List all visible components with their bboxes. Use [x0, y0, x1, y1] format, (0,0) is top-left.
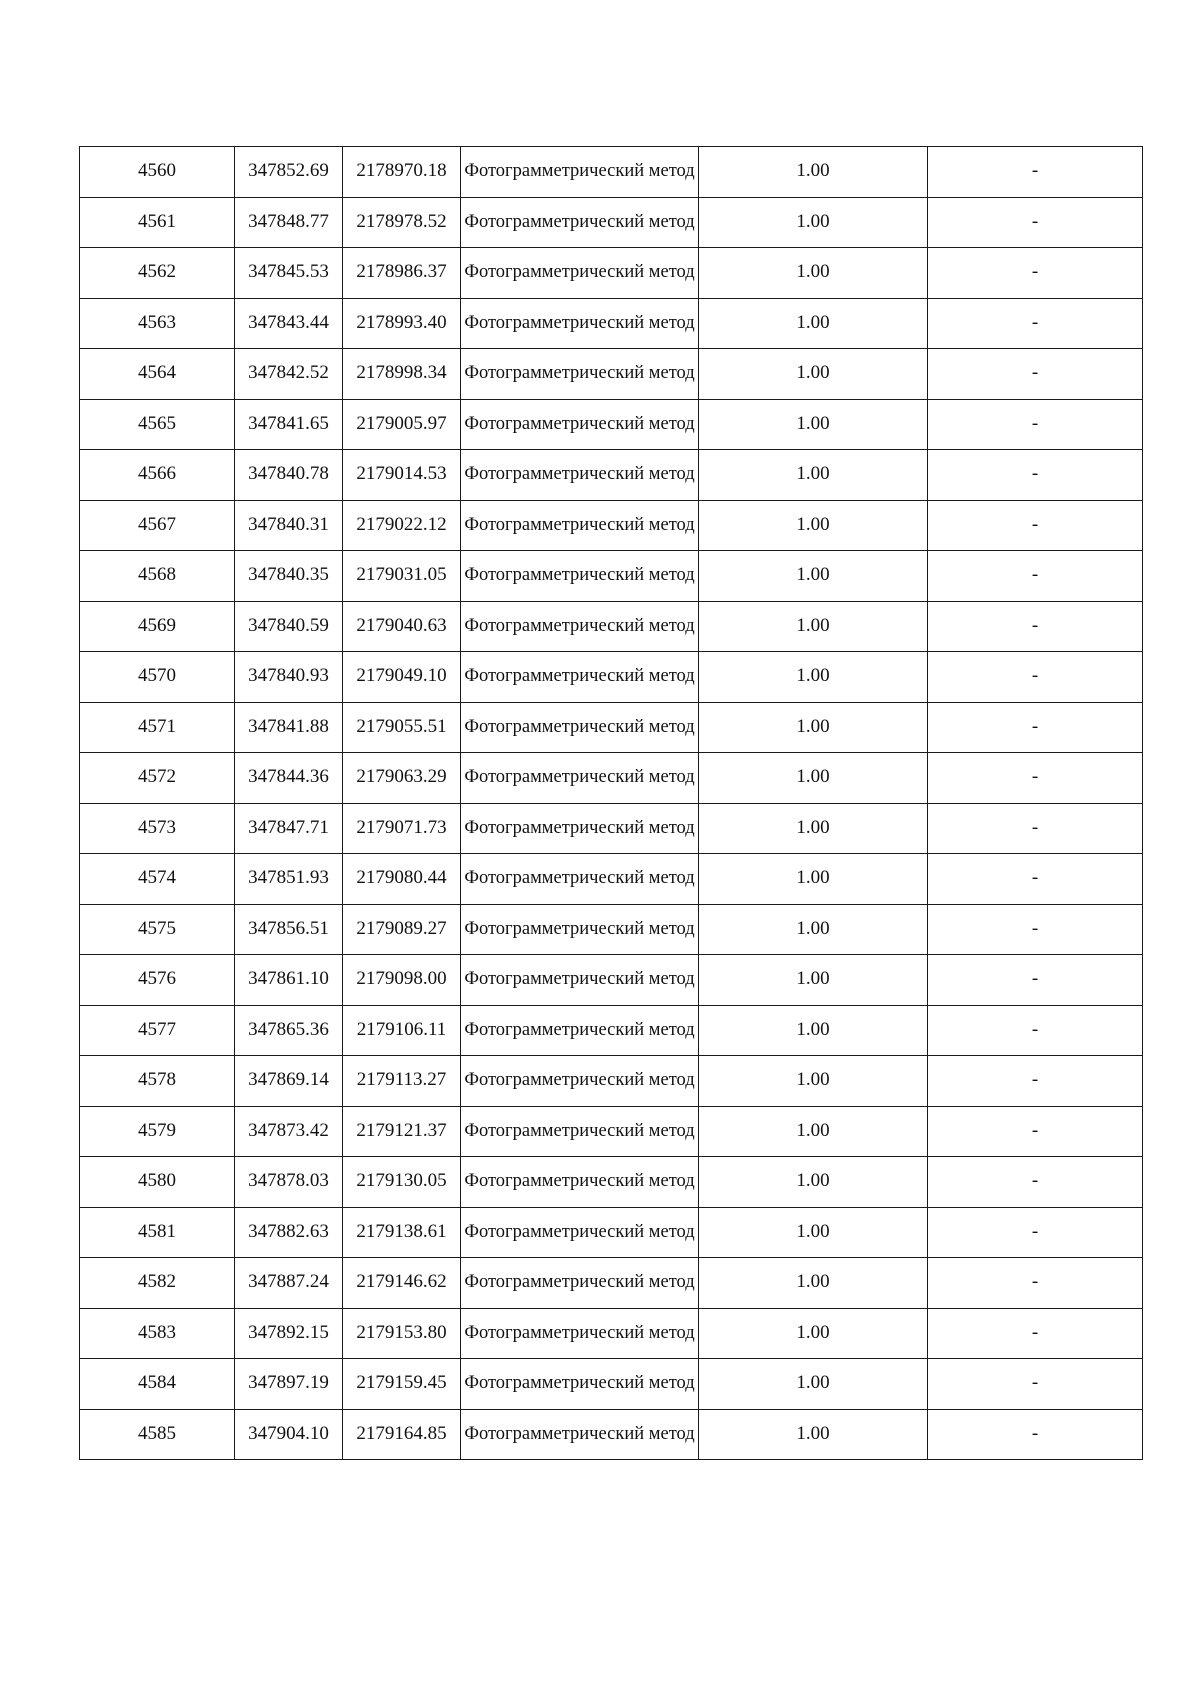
y-coordinate-cell: 2178998.34 [343, 349, 461, 400]
x-coordinate-cell: 347869.14 [235, 1056, 343, 1107]
point-number-cell: 4569 [80, 601, 235, 652]
table-row [80, 197, 1143, 248]
method-cell: Фотограмметрический метод [461, 753, 699, 804]
y-coordinate-cell: 2179080.44 [343, 854, 461, 905]
method-cell: Фотограмметрический метод [461, 1056, 699, 1107]
method-cell: Фотограмметрический метод [461, 1005, 699, 1056]
table-row [80, 1258, 1143, 1309]
y-coordinate-cell: 2179146.62 [343, 1258, 461, 1309]
table-row [80, 904, 1143, 955]
y-coordinate-cell: 2179040.63 [343, 601, 461, 652]
note-cell: - [928, 1005, 1143, 1056]
y-coordinate-cell: 2179063.29 [343, 753, 461, 804]
table-row [80, 702, 1143, 753]
y-coordinate-cell: 2179089.27 [343, 904, 461, 955]
point-number-cell: 4576 [80, 955, 235, 1006]
x-coordinate-cell: 347861.10 [235, 955, 343, 1006]
note-cell: - [928, 601, 1143, 652]
point-number-cell: 4585 [80, 1409, 235, 1460]
y-coordinate-cell: 2179164.85 [343, 1409, 461, 1460]
note-cell: - [928, 803, 1143, 854]
accuracy-cell: 1.00 [699, 1308, 928, 1359]
point-number-cell: 4560 [80, 147, 235, 198]
point-number-cell: 4574 [80, 854, 235, 905]
y-coordinate-cell: 2179031.05 [343, 551, 461, 602]
accuracy-cell: 1.00 [699, 854, 928, 905]
y-coordinate-cell: 2178993.40 [343, 298, 461, 349]
accuracy-cell: 1.00 [699, 1409, 928, 1460]
accuracy-cell: 1.00 [699, 753, 928, 804]
accuracy-cell: 1.00 [699, 1106, 928, 1157]
table-row [80, 1308, 1143, 1359]
table-row [80, 1157, 1143, 1208]
note-cell: - [928, 652, 1143, 703]
table-row [80, 349, 1143, 400]
point-number-cell: 4565 [80, 399, 235, 450]
point-number-cell: 4578 [80, 1056, 235, 1107]
accuracy-cell: 1.00 [699, 450, 928, 501]
y-coordinate-cell: 2179130.05 [343, 1157, 461, 1208]
accuracy-cell: 1.00 [699, 1005, 928, 1056]
x-coordinate-cell: 347873.42 [235, 1106, 343, 1157]
note-cell: - [928, 1308, 1143, 1359]
method-cell: Фотограмметрический метод [461, 248, 699, 299]
note-cell: - [928, 955, 1143, 1006]
accuracy-cell: 1.00 [699, 349, 928, 400]
point-number-cell: 4580 [80, 1157, 235, 1208]
accuracy-cell: 1.00 [699, 197, 928, 248]
method-cell: Фотограмметрический метод [461, 652, 699, 703]
note-cell: - [928, 1106, 1143, 1157]
method-cell: Фотограмметрический метод [461, 1207, 699, 1258]
y-coordinate-cell: 2179014.53 [343, 450, 461, 501]
point-number-cell: 4561 [80, 197, 235, 248]
note-cell: - [928, 753, 1143, 804]
y-coordinate-cell: 2179138.61 [343, 1207, 461, 1258]
note-cell: - [928, 500, 1143, 551]
x-coordinate-cell: 347851.93 [235, 854, 343, 905]
table-row [80, 1359, 1143, 1410]
x-coordinate-cell: 347887.24 [235, 1258, 343, 1309]
table-row [80, 500, 1143, 551]
x-coordinate-cell: 347882.63 [235, 1207, 343, 1258]
note-cell: - [928, 1157, 1143, 1208]
y-coordinate-cell: 2179071.73 [343, 803, 461, 854]
point-number-cell: 4581 [80, 1207, 235, 1258]
point-number-cell: 4579 [80, 1106, 235, 1157]
point-number-cell: 4566 [80, 450, 235, 501]
method-cell: Фотограмметрический метод [461, 803, 699, 854]
x-coordinate-cell: 347840.78 [235, 450, 343, 501]
note-cell: - [928, 147, 1143, 198]
accuracy-cell: 1.00 [699, 803, 928, 854]
x-coordinate-cell: 347841.88 [235, 702, 343, 753]
accuracy-cell: 1.00 [699, 601, 928, 652]
point-number-cell: 4563 [80, 298, 235, 349]
coordinates-table [79, 146, 1143, 1460]
point-number-cell: 4571 [80, 702, 235, 753]
x-coordinate-cell: 347878.03 [235, 1157, 343, 1208]
note-cell: - [928, 904, 1143, 955]
table-row [80, 551, 1143, 602]
method-cell: Фотограмметрический метод [461, 1258, 699, 1309]
note-cell: - [928, 1056, 1143, 1107]
x-coordinate-cell: 347892.15 [235, 1308, 343, 1359]
table-row [80, 753, 1143, 804]
y-coordinate-cell: 2179098.00 [343, 955, 461, 1006]
accuracy-cell: 1.00 [699, 652, 928, 703]
x-coordinate-cell: 347865.36 [235, 1005, 343, 1056]
point-number-cell: 4575 [80, 904, 235, 955]
point-number-cell: 4570 [80, 652, 235, 703]
method-cell: Фотограмметрический метод [461, 955, 699, 1006]
y-coordinate-cell: 2179113.27 [343, 1056, 461, 1107]
y-coordinate-cell: 2179106.11 [343, 1005, 461, 1056]
accuracy-cell: 1.00 [699, 955, 928, 1006]
method-cell: Фотограмметрический метод [461, 147, 699, 198]
x-coordinate-cell: 347844.36 [235, 753, 343, 804]
method-cell: Фотограмметрический метод [461, 500, 699, 551]
x-coordinate-cell: 347845.53 [235, 248, 343, 299]
point-number-cell: 4568 [80, 551, 235, 602]
table-row [80, 854, 1143, 905]
accuracy-cell: 1.00 [699, 551, 928, 602]
method-cell: Фотограмметрический метод [461, 601, 699, 652]
table-row [80, 601, 1143, 652]
table-row [80, 399, 1143, 450]
x-coordinate-cell: 347842.52 [235, 349, 343, 400]
accuracy-cell: 1.00 [699, 298, 928, 349]
point-number-cell: 4582 [80, 1258, 235, 1309]
note-cell: - [928, 1359, 1143, 1410]
method-cell: Фотограмметрический метод [461, 551, 699, 602]
table-body [80, 147, 1143, 1460]
method-cell: Фотограмметрический метод [461, 450, 699, 501]
table-row [80, 1207, 1143, 1258]
method-cell: Фотограмметрический метод [461, 1308, 699, 1359]
x-coordinate-cell: 347852.69 [235, 147, 343, 198]
note-cell: - [928, 1409, 1143, 1460]
table-row [80, 248, 1143, 299]
note-cell: - [928, 1258, 1143, 1309]
method-cell: Фотограмметрический метод [461, 298, 699, 349]
method-cell: Фотограмметрический метод [461, 1106, 699, 1157]
note-cell: - [928, 1207, 1143, 1258]
note-cell: - [928, 349, 1143, 400]
accuracy-cell: 1.00 [699, 399, 928, 450]
y-coordinate-cell: 2179153.80 [343, 1308, 461, 1359]
table-row [80, 450, 1143, 501]
point-number-cell: 4573 [80, 803, 235, 854]
x-coordinate-cell: 347856.51 [235, 904, 343, 955]
y-coordinate-cell: 2179159.45 [343, 1359, 461, 1410]
note-cell: - [928, 551, 1143, 602]
note-cell: - [928, 248, 1143, 299]
y-coordinate-cell: 2178970.18 [343, 147, 461, 198]
method-cell: Фотограмметрический метод [461, 1157, 699, 1208]
table-row [80, 1106, 1143, 1157]
method-cell: Фотограмметрический метод [461, 1409, 699, 1460]
y-coordinate-cell: 2179022.12 [343, 500, 461, 551]
accuracy-cell: 1.00 [699, 1207, 928, 1258]
point-number-cell: 4577 [80, 1005, 235, 1056]
accuracy-cell: 1.00 [699, 1258, 928, 1309]
point-number-cell: 4584 [80, 1359, 235, 1410]
accuracy-cell: 1.00 [699, 702, 928, 753]
accuracy-cell: 1.00 [699, 500, 928, 551]
method-cell: Фотограмметрический метод [461, 399, 699, 450]
accuracy-cell: 1.00 [699, 1157, 928, 1208]
y-coordinate-cell: 2179055.51 [343, 702, 461, 753]
point-number-cell: 4583 [80, 1308, 235, 1359]
method-cell: Фотограмметрический метод [461, 197, 699, 248]
x-coordinate-cell: 347840.93 [235, 652, 343, 703]
note-cell: - [928, 450, 1143, 501]
point-number-cell: 4572 [80, 753, 235, 804]
accuracy-cell: 1.00 [699, 904, 928, 955]
x-coordinate-cell: 347841.65 [235, 399, 343, 450]
y-coordinate-cell: 2179121.37 [343, 1106, 461, 1157]
accuracy-cell: 1.00 [699, 248, 928, 299]
accuracy-cell: 1.00 [699, 1359, 928, 1410]
x-coordinate-cell: 347840.59 [235, 601, 343, 652]
point-number-cell: 4567 [80, 500, 235, 551]
y-coordinate-cell: 2178986.37 [343, 248, 461, 299]
x-coordinate-cell: 347897.19 [235, 1359, 343, 1410]
y-coordinate-cell: 2179005.97 [343, 399, 461, 450]
table-row [80, 955, 1143, 1006]
point-number-cell: 4564 [80, 349, 235, 400]
accuracy-cell: 1.00 [699, 1056, 928, 1107]
accuracy-cell: 1.00 [699, 147, 928, 198]
table-row [80, 1005, 1143, 1056]
method-cell: Фотограмметрический метод [461, 702, 699, 753]
x-coordinate-cell: 347904.10 [235, 1409, 343, 1460]
table-row [80, 803, 1143, 854]
table-row [80, 1056, 1143, 1107]
table-row [80, 1409, 1143, 1460]
y-coordinate-cell: 2178978.52 [343, 197, 461, 248]
table-row [80, 652, 1143, 703]
x-coordinate-cell: 347840.35 [235, 551, 343, 602]
note-cell: - [928, 298, 1143, 349]
note-cell: - [928, 399, 1143, 450]
point-number-cell: 4562 [80, 248, 235, 299]
x-coordinate-cell: 347840.31 [235, 500, 343, 551]
method-cell: Фотограмметрический метод [461, 1359, 699, 1410]
method-cell: Фотограмметрический метод [461, 904, 699, 955]
table-row [80, 298, 1143, 349]
method-cell: Фотограмметрический метод [461, 349, 699, 400]
note-cell: - [928, 197, 1143, 248]
y-coordinate-cell: 2179049.10 [343, 652, 461, 703]
method-cell: Фотограмметрический метод [461, 854, 699, 905]
x-coordinate-cell: 347847.71 [235, 803, 343, 854]
table-row [80, 147, 1143, 198]
note-cell: - [928, 854, 1143, 905]
x-coordinate-cell: 347843.44 [235, 298, 343, 349]
x-coordinate-cell: 347848.77 [235, 197, 343, 248]
note-cell: - [928, 702, 1143, 753]
